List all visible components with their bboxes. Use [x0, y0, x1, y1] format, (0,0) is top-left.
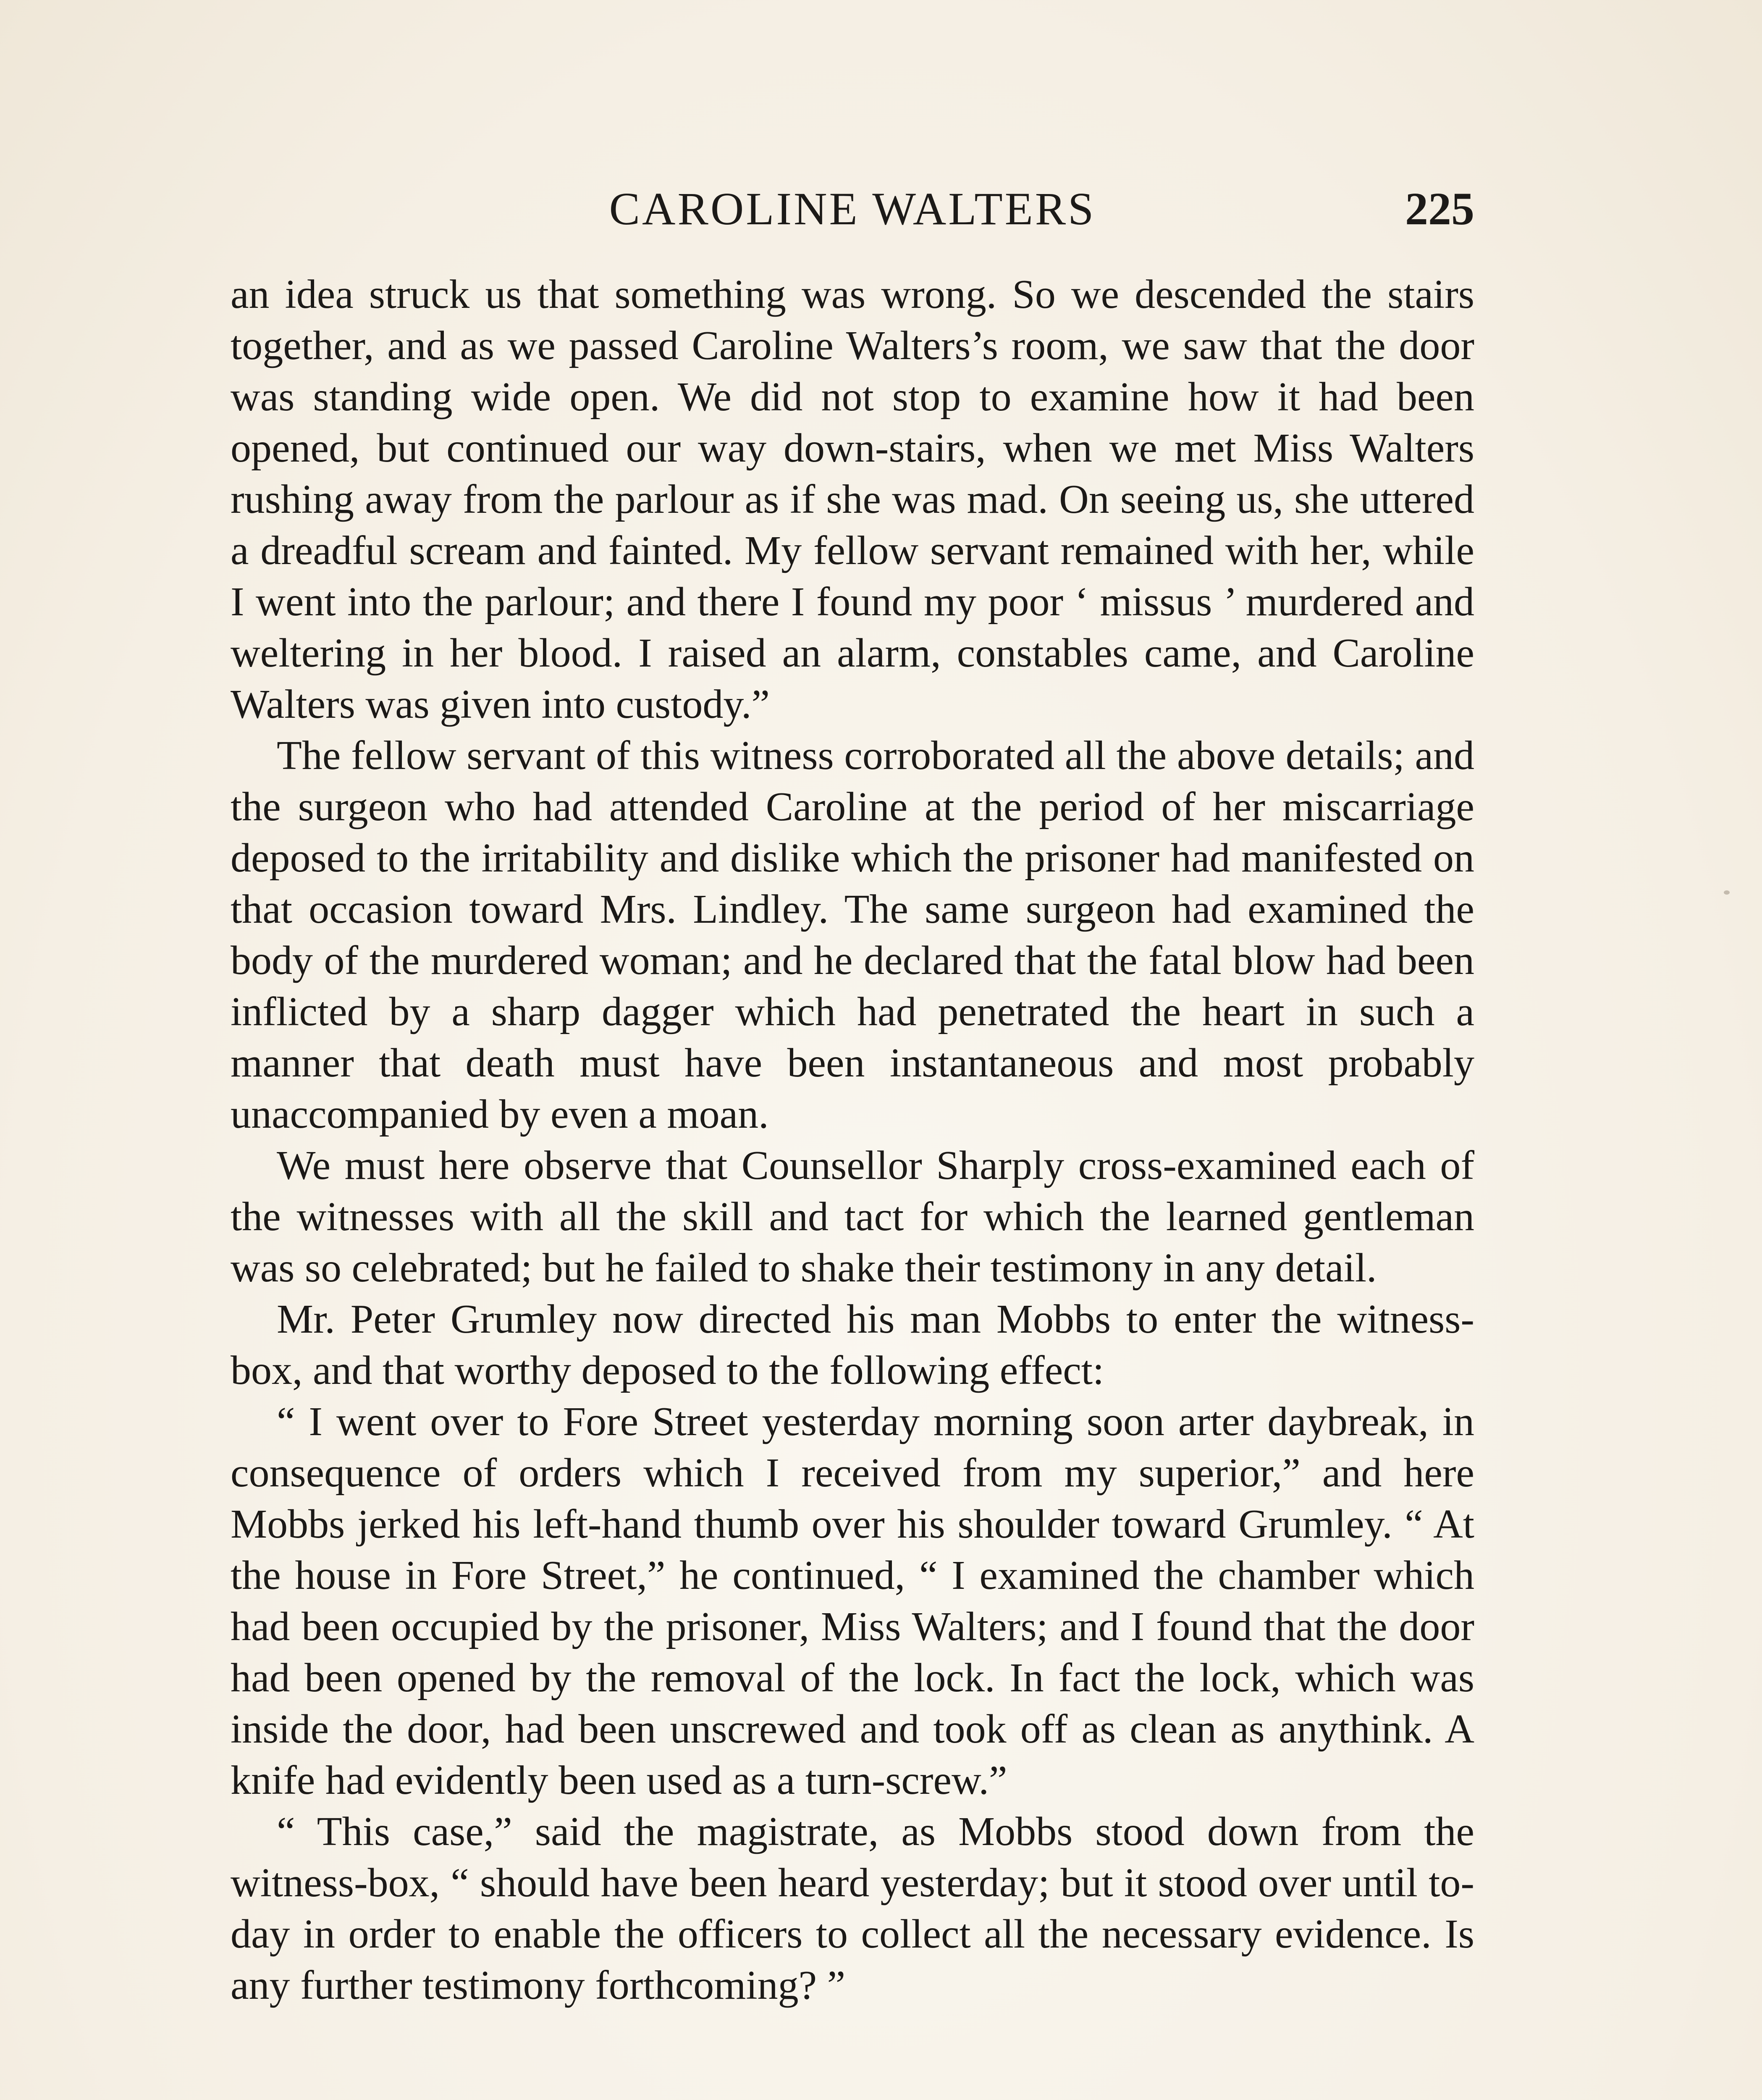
paragraph: We must here observe that Counsellor Sharply cross-examined each of the witnesses with all the skill and tact for which the learned gentleman was so celebrated; but he failed to shake their testimony in any detail. — [231, 1143, 1474, 1291]
paper-speck — [1092, 1176, 1095, 1179]
paragraph: “ This case,” said the magistrate, as Mobbs stood down from the witness-box, “ should have been heard yesterday; but it stood over until to-day in order to enable the officers to collect all the necessary evidence. Is any further testimony forthcoming? ” — [231, 1809, 1474, 2008]
paragraph: “ I went over to Fore Street yesterday morning soon arter daybreak, in consequence of orders which I received from my superior,” and here Mobbs jerked his left-hand thumb over his shoulder toward Grumley. “ At the house in Fore Street,” he continued, “ I examined the chamber which had been occupied by the prisoner, Miss Walters; and I found that the door had been opened by the removal of the lock. In fact the lock, which was inside the door, had been unscrewed and took off as clean as anythink. A knife had evidently been used as a turn-screw.” — [231, 1399, 1474, 1803]
paragraph-continued: an idea struck us that something was wrong. So we descended the stairs together, and as we passed Caroline Walters’s room, we saw that the door was standing wide open. We did not stop to examine how it had been opened, but continued our way down-stairs, when we met Miss Walters rushing away from the parlour as if she was mad. On seeing us, she uttered a dreadful scream and fainted. My fellow servant remained with her, while I went into the parlour; and there I found my poor ‘ missus ’ murdered and weltering in her blood. I raised an alarm, constables came, and Caroline Walters was given into custody.” — [231, 272, 1474, 727]
page-number: 225 — [1405, 183, 1474, 234]
running-head — [231, 176, 1474, 239]
paper-speck — [1724, 890, 1730, 895]
paragraph: Mr. Peter Grumley now directed his man Mobbs to enter the witness-box, and that worthy deposed to the following effect: — [231, 1297, 1474, 1393]
paragraph: The fellow servant of this witness corroborated all the above details; and the surgeon who had attended Caroline at the period of her miscarriage deposed to the irritability and dislike which the prisoner had manifested on that occasion toward Mrs. Lindley. The same surgeon had examined the body of the murdered woman; and he declared that the fatal blow had been inflicted by a sharp dagger which had penetrated the heart in such a manner that death must have been instantaneous and most probably unaccompanied by even a moan. — [231, 733, 1474, 1137]
running-title: CAROLINE WALTERS — [609, 183, 1096, 234]
body-text — [231, 269, 1474, 2011]
